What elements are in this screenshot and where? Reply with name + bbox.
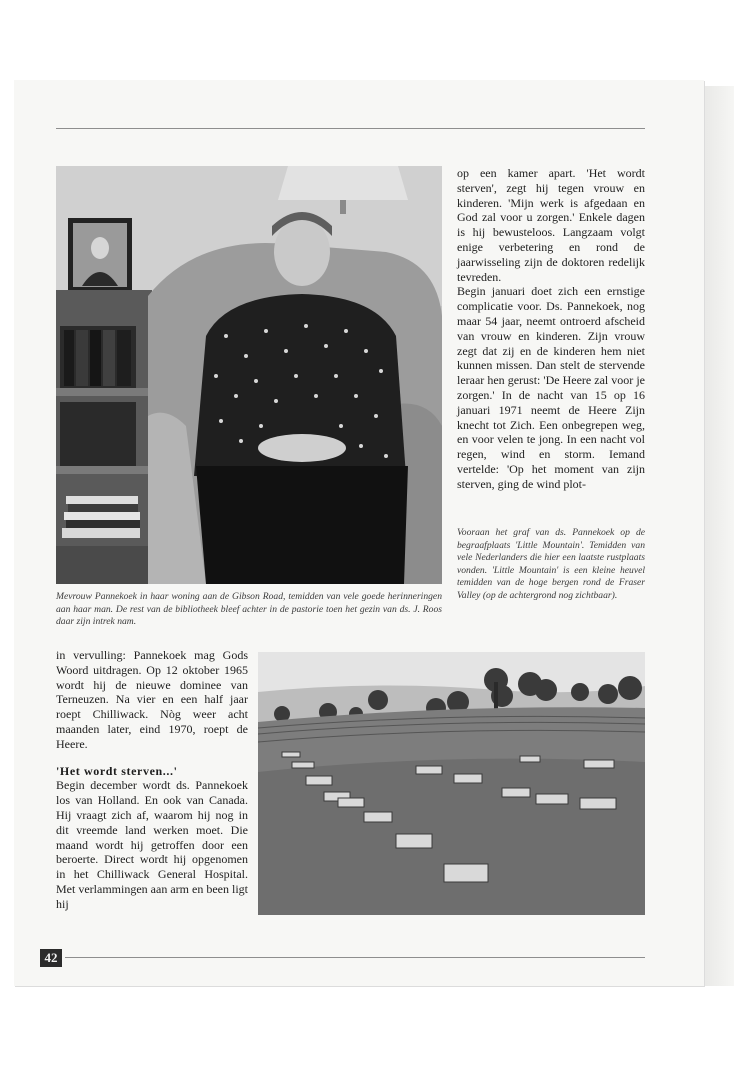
left-column: [56, 648, 248, 912]
cemetery-caption: Vooraan het graf van ds. Pannekoek op de begraafplaats 'Little Mountain'. Temidden van vele Nederlanders die hier een laatste rustplaats vonden. 'Little Mountain' is een kleine heuvel temidden van de hoge bergen rond de Fraser Valley (op de achtergrond nog zichtbaar).: [457, 527, 645, 601]
paragraph: op een kamer apart. 'Het wordt sterven', zegt hij tegen vrouw en kinderen. 'Mijn werk is afgedaan en God zal voor u zorgen.' Enkele dagen is hij bewusteloos. Langzaam volgt enige verbetering en rond de jaarwisseling zijn de doktoren redelijk tevreden.: [457, 166, 645, 284]
paragraph: Begin januari doet zich een ernstige complicatie voor. Ds. Pannekoek, nog maar 54 jaar, neemt ontroerd afscheid van vrouw en kinderen. Zijn vrouw zegt dat zij en de kinderen hem niet kunnen missen. Dan stelt de stervende leraar hen gerust: 'De Heere zal voor je zorgen.' In de nacht van 15 op 16 januari 1971 neemt de Heere Zijn knecht tot Zich. Een onbegrepen weg, en voor velen te jong. In een nacht vol regen, wind en storm. Iemand vertelde: 'Op het moment van zijn sterven, ging de wind plot-: [457, 284, 645, 491]
subheading: 'Het wordt sterven...': [56, 763, 178, 778]
cemetery-photo: [258, 652, 645, 915]
portrait-caption: Mevrouw Pannekoek in haar woning aan de Gibson Road, temidden van vele goede herinneringen aan haar man. De rest van de bibliotheek bleef achter in de pastorie toen het gezin van ds. J. Roos daar zijn intrek nam.: [56, 591, 442, 628]
right-column: [457, 166, 645, 492]
page-edge: [704, 86, 734, 986]
paragraph: in vervulling: Pannekoek mag Gods Woord uitdragen. Op 12 oktober 1965 wordt hij de nieuwe dominee van Terneuzen. Na vier en een half jaar roept Chilliwack. Nòg weer acht maanden later, eind 1970, roept de Heere.: [56, 648, 248, 751]
footer-rule: [65, 957, 645, 958]
header-rule: [56, 128, 645, 129]
paragraph: Begin december wordt ds. Pannekoek los van Holland. En ook van Canada. Hij vraagt zich af, waarom hij nog in dit vreemde land werken moet. Die maand wordt hij getroffen door een beroerte. Direct wordt hij opgenomen in het Chilliwack General Hospital. Met verlammingen aan arm en been ligt hij: [56, 778, 248, 911]
portrait-photo: [56, 166, 442, 584]
page-number: 42: [40, 949, 62, 967]
